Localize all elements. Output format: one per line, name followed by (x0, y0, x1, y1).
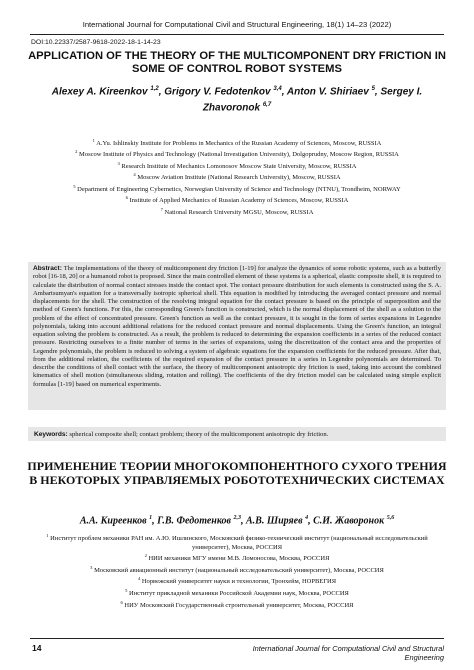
affiliation (34, 532, 440, 552)
affiliation-text: Норвежский университет науки и технологии, Тронхейм, НОРВЕГИЯ (141, 578, 337, 586)
affiliation-sup: 1 (92, 138, 95, 143)
paper-title-russian: ПРИМЕНЕНИЕ ТЕОРИИ МНОГОКОМПОНЕНТНОГО СУХОГО ТРЕНИЯ В НЕКОТОРЫХ УПРАВЛЯЕМЫХ РОБОТОТЕХНИЧЕСКИХ СИСТЕМАХ (27, 459, 447, 487)
abstract (33, 265, 441, 389)
author-affil-sup: 3,4 (273, 86, 282, 92)
author-name: Anton V. Shiriaev (286, 86, 369, 98)
affiliation (34, 575, 440, 587)
author-affil-sup: 2,3 (233, 515, 241, 521)
author-name: Г.В. Федотенков (157, 515, 231, 527)
author-list: Alexey A. Kireenkov $^{1,2}$, Grigory V. Fedotenkov $^{3,4}$, Anton V. Shiriaev $^5$, Sergey I. Zhavoronok $^{6,7}$ (51, 86, 423, 114)
affiliation-text: Institute of Applied Mechanics of Russian Academy of Sciences, Moscow, RUSSIA (129, 197, 349, 205)
affiliation-sup: 1 (46, 533, 49, 538)
author-name: Sergey I. Zhavoronok (202, 86, 423, 114)
affiliation (32, 194, 442, 205)
affiliation-text: Moscow Aviation Institute (National Research University), Moscow, RUSSIA (137, 174, 341, 182)
affiliation-list (32, 137, 442, 217)
affiliation-text: Research Institute of Mechanics Lomonosov Moscow State University, Moscow, RUSSIA (121, 163, 357, 171)
affiliation (32, 148, 442, 159)
author-affil-sup: 1,2 (150, 86, 159, 92)
affiliation-text: Moscow Institute of Physics and Technology (National Investigation University), Dolgoprudny, Moscow Region, RUSSIA (79, 151, 399, 159)
affiliation (32, 183, 442, 194)
author-name: С.И. Жаворонок (313, 515, 385, 527)
affiliation-text: НИУ Московский Государственный строительный университет, Москва, РОССИЯ (124, 601, 354, 609)
affiliation (34, 599, 440, 611)
keywords-text: spherical composite shell; contact problem; theory of the multicomponent anisotropic dry friction. (69, 431, 329, 438)
author-affil-sup: 1 (149, 515, 153, 521)
author-name: А.В. Ширяев (246, 515, 303, 527)
abstract-text: The implementations of the theory of multicomponent dry friction [1-19] for analyze the dynamics of some robotic systems, such as a butterfly robot [16-18, 20] or a humanoid robot is proposed. Since the main controlled element of these systems is a spherical, elastic composite shell, it is required to calculate the distribution of normal contact stresses inside the contact spot. The contact pressure distribution for such elements is constructed using the S. A. Ambartsumyan's equation for a transversally isotropic spherical shell. This equation is modified by introducing the averaged contact pressure and normal displacements for the shell. The construction of the resolving integral equation for the contact pressure is based on the principle of superposition and the method of Green's functions. For this, the corresponding Green's function is constructed, which is the normal displacement of the shell as a solution to the problem of the effect of concentrated pressure. Green's function as well as the contact pressure, it is sought in the form of series expansions in Legendre polynomials, taking into account additional relations for the reduced contact pressure and normal displacements. Using the Green's function, an integral equation solving the problem is constructed. As a result, the problem is reduced to determining the expansion coefficients in a series of the reduced contact pressure. Restricting ourselves to a finite number of terms in the series of expansions, using the discretization of the contact area and the properties of Legendre polynomials, the problem is reduced to solving a system of algebraic equations for the expansion coefficients for the reduced pressure. After that, from the additional relation, the coefficients of the required expansion of the contact pressure in a series in Legendre polynomials are determined. To describe the conditions of shell contact with the surface, the theory of multicomponent anisotropic dry friction is used, taking into account the combined kinematics of shell motion (simultaneous sliding, rotation and rolling). The coefficients of the dry friction model can be calculated using simple explicit formulas [1-19] based on numerical experiments. (33, 265, 441, 388)
affiliation (34, 552, 440, 564)
affiliation-sup: 4 (133, 172, 136, 178)
affiliation (32, 137, 442, 148)
author-affil-sup: 4 (305, 515, 309, 521)
header-rule (30, 34, 444, 35)
affiliation-sup: 5 (125, 588, 128, 594)
affiliation-sup: 4 (137, 576, 141, 582)
author-affil-sup: 5,6 (386, 515, 395, 521)
author-affil-sup: 5 (371, 86, 375, 92)
page-number: 14 (32, 643, 42, 653)
paper-title: APPLICATION OF THE THEORY OF THE MULTICOMPONENT DRY FRICTION IN SOME OF CONTROL ROBOT SYSTEMS (28, 50, 446, 75)
affiliation-sup: 2 (144, 553, 147, 559)
keywords (34, 430, 328, 439)
affiliation-text: Московский авиационный институт (национальный исследовательский университет), Москва, РОССИЯ (94, 566, 384, 574)
affiliation (34, 587, 440, 599)
affiliation-sup: 3 (117, 160, 120, 166)
journal-header: International Journal for Computational Civil and Structural Engineering, 18(1) 14–23 (2022) (82, 20, 392, 29)
affiliation-sup: 6 (125, 195, 128, 201)
author-name: А.А. Киреенков (79, 515, 147, 527)
affiliation-text: Институт проблем механики РАН им. А.Ю. Ишлинского, Московский физико-технический институт (национальный исследовательский университет), Москва, РОССИЯ (50, 535, 428, 551)
author-name: Alexey A. Kireenkov (51, 86, 148, 98)
affiliation-sup: 3 (90, 564, 93, 570)
affiliation-text: A.Yu. Ishlinskiy Institute for Problems in Mechanics of the Russian Academy of Sciences, Moscow, RUSSIA (96, 140, 382, 148)
affiliation (32, 171, 442, 182)
affiliation-list-russian (34, 532, 440, 610)
affiliation-text: Department of Engineering Cybernetics, Norwegian University of Science and Technology (NTNU), Trondheim, NORWAY (77, 185, 401, 193)
affiliation-text: Институт прикладной механики Российской Академии наук, Москва, РОССИЯ (129, 590, 349, 598)
affiliation-text: National Research University MGSU, Moscow, RUSSIA (164, 208, 314, 216)
doi-link[interactable]: DOI:10.22337/2587-9618-2022-18-1-14-23 (31, 39, 161, 46)
affiliation-sup: 7 (160, 206, 163, 212)
footer-journal: International Journal for Computational Civil and Structural Engineering (252, 644, 444, 662)
author-name: Grigory V. Fedotenkov (164, 86, 271, 98)
affiliation-text: НИИ механики МГУ имени М.В. Ломоносова, Москва, РОССИЯ (148, 555, 330, 563)
keywords-label: Keywords: (34, 431, 68, 438)
affiliation (32, 160, 442, 171)
affiliation-sup: 2 (75, 149, 78, 155)
author-affil-sup: 6,7 (262, 101, 272, 108)
author-list-russian: А.А. Киреенков $^1$, Г.В. Федотенков $^{2,3}$, А.В. Ширяев $^4$, С.И. Жаворонок $^{5,6}$ (79, 515, 395, 527)
affiliation (34, 564, 440, 576)
affiliation-sup: 5 (73, 183, 76, 189)
affiliation (32, 206, 442, 217)
footer-rule (30, 638, 444, 639)
abstract-label: Abstract: (33, 265, 62, 272)
affiliation-sup: 6 (120, 599, 123, 605)
